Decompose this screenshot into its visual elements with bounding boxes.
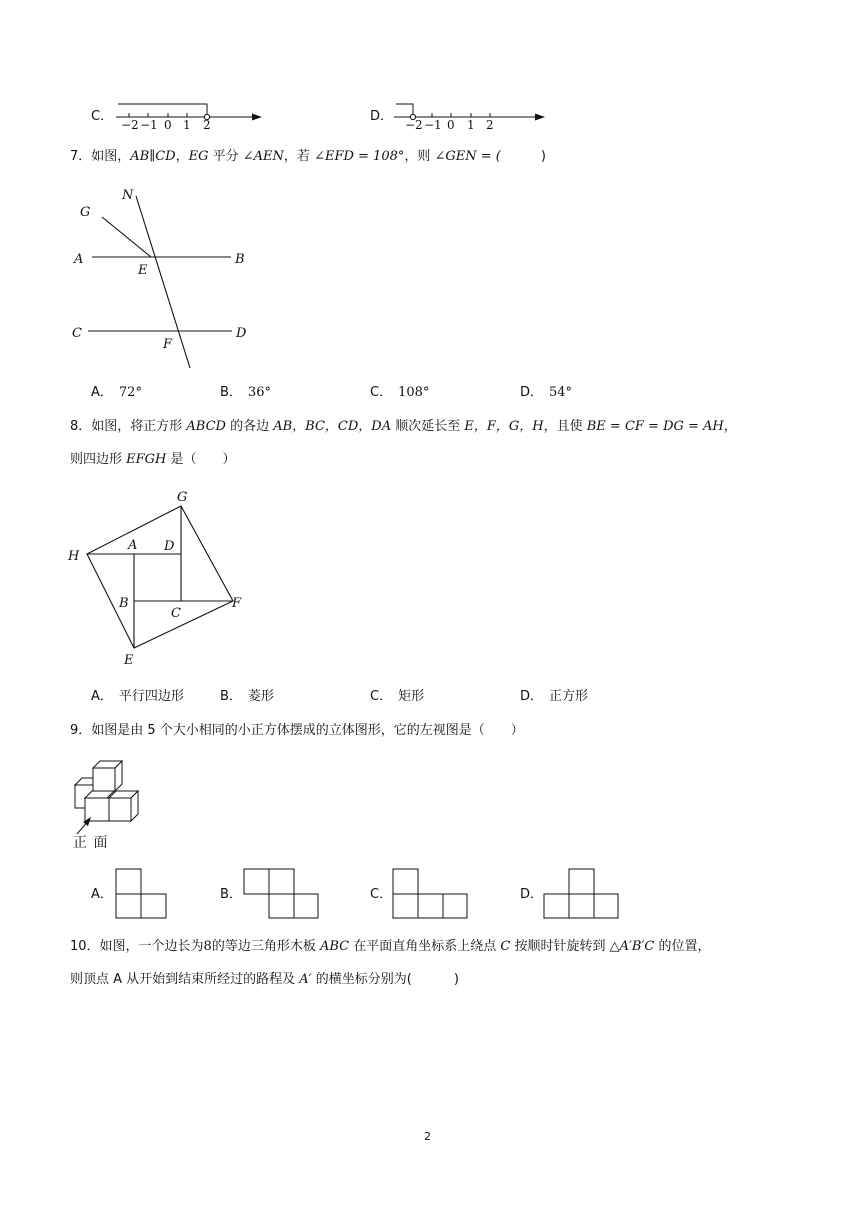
tick-label: 0 bbox=[164, 118, 172, 132]
q6-option-d-numberline bbox=[388, 98, 550, 132]
q8-text: ，且使 bbox=[543, 419, 587, 434]
option-label: D． bbox=[520, 385, 544, 400]
option-label: B． bbox=[220, 689, 242, 704]
q8-text: 的各边 bbox=[225, 419, 274, 434]
q8-text: 8．如图，将正方形 bbox=[70, 419, 187, 434]
q7-prefix: 7．如图， bbox=[70, 149, 131, 164]
q10-text: 的等边三角形木板 bbox=[211, 939, 320, 954]
q9-option-d-label: D． bbox=[520, 887, 544, 902]
q10-text: 的横坐标分别为( bbox=[311, 972, 412, 987]
q9-option-b-view bbox=[242, 866, 322, 920]
tick-label: 2 bbox=[203, 118, 211, 132]
label-c: C bbox=[72, 326, 82, 341]
q10-rotated-triangle: △A′B′C bbox=[609, 939, 655, 954]
q7-option-b bbox=[220, 384, 271, 402]
q7-option-c bbox=[370, 384, 429, 402]
option-label: A． bbox=[91, 689, 113, 704]
page-number: 2 bbox=[424, 1130, 431, 1143]
label-b: B bbox=[235, 252, 245, 267]
q10-text: 则顶点 A 从开始到结束所经过的路程及 bbox=[70, 972, 300, 987]
q8-option-a bbox=[91, 688, 184, 706]
q9-option-c-label: C． bbox=[370, 887, 393, 902]
tick-label: 0 bbox=[447, 118, 455, 132]
tick-label: 1 bbox=[183, 118, 191, 132]
label-a: A bbox=[74, 252, 84, 267]
q8-stem-line2 bbox=[70, 451, 236, 469]
q8-text: ， bbox=[723, 419, 737, 434]
q8-option-c bbox=[370, 688, 424, 706]
q7-option-a bbox=[91, 384, 142, 402]
q10-text: 的位置， bbox=[654, 939, 711, 954]
q10-stem-line2 bbox=[70, 971, 459, 989]
option-text: 平行四边形 bbox=[118, 689, 184, 704]
option-label: C． bbox=[370, 385, 393, 400]
q8-option-b bbox=[220, 688, 274, 706]
q7-figure bbox=[60, 176, 270, 376]
label-h: H bbox=[68, 549, 80, 564]
q9-front-label: 正 面 bbox=[73, 835, 109, 851]
option-text: 54° bbox=[549, 385, 573, 400]
q8-quadrilateral: EFGH bbox=[126, 452, 167, 467]
q9-option-a-view bbox=[114, 866, 170, 920]
option-text: 正方形 bbox=[549, 689, 589, 704]
q7-ask: ∠GEN = ( bbox=[434, 149, 501, 164]
option-label: C． bbox=[370, 689, 393, 704]
quad-efgh bbox=[87, 506, 233, 648]
option-text: 72° bbox=[118, 385, 142, 400]
q9-option-a-label: A． bbox=[91, 887, 113, 902]
ray-eg bbox=[102, 217, 151, 257]
q10-close-paren: ) bbox=[453, 972, 459, 987]
q8-equation: BE = CF = DG = AH bbox=[586, 419, 724, 434]
tick-label: 2 bbox=[486, 118, 494, 132]
q10-text: 10．如图，一个边长为 bbox=[70, 939, 204, 954]
option-label: A． bbox=[91, 385, 113, 400]
q7-stem bbox=[70, 148, 546, 166]
q9-option-c-view bbox=[391, 866, 471, 920]
q8-square: ABCD bbox=[186, 419, 226, 434]
q7-text: ，则 bbox=[404, 149, 435, 164]
label-e: E bbox=[138, 263, 148, 278]
option-label: B． bbox=[220, 385, 242, 400]
option-label: D． bbox=[520, 689, 544, 704]
q10-text: 在平面直角坐标系上绕点 bbox=[349, 939, 501, 954]
tick-label: −1 bbox=[424, 118, 442, 132]
label-c: C bbox=[171, 606, 181, 621]
q9-option-b-label: B． bbox=[220, 887, 242, 902]
option-text: 菱形 bbox=[247, 689, 274, 704]
q8-points: E，F，G，H bbox=[464, 419, 544, 434]
q7-angle-aen: ∠AEN bbox=[242, 149, 284, 164]
q7-text: 平分 bbox=[208, 149, 243, 164]
label-n: N bbox=[122, 188, 134, 203]
q8-option-d bbox=[520, 688, 588, 706]
q10-triangle: ABC bbox=[319, 939, 350, 954]
tick-label: −1 bbox=[140, 118, 158, 132]
label-b: B bbox=[119, 596, 129, 611]
q10-side-length: 8 bbox=[203, 939, 212, 954]
q7-condition-parallel: AB∥CD bbox=[130, 149, 176, 164]
tick-label: −2 bbox=[121, 118, 139, 132]
tick-label: −2 bbox=[405, 118, 423, 132]
option-text: 36° bbox=[247, 385, 271, 400]
option-text: 矩形 bbox=[398, 689, 425, 704]
q7-option-d bbox=[520, 384, 572, 402]
q9-stem: 9．如图是由 5 个大小相同的小正方体摆成的立体图形，它的左视图是（ ） bbox=[70, 723, 524, 738]
q7-text: ，若 bbox=[283, 149, 315, 164]
q8-stem-line1 bbox=[70, 418, 737, 436]
label-g: G bbox=[80, 205, 91, 220]
q7-bisector: EG bbox=[188, 149, 209, 164]
q9-option-d-view bbox=[542, 866, 622, 920]
q8-figure bbox=[60, 484, 260, 674]
q8-sides: AB，BC，CD，DA bbox=[273, 419, 392, 434]
q10-stem-line1 bbox=[70, 938, 711, 956]
q7-text: ， bbox=[175, 149, 189, 164]
label-f: F bbox=[163, 337, 173, 352]
q7-angle-efd: ∠EFD = 108° bbox=[314, 149, 405, 164]
q10-point-c: C bbox=[500, 939, 511, 954]
q10-point-a-prime: A′ bbox=[299, 972, 312, 987]
label-d: D bbox=[236, 326, 247, 341]
tick-label: 1 bbox=[467, 118, 475, 132]
label-f: F bbox=[232, 596, 242, 611]
q8-text: 则四边形 bbox=[70, 452, 127, 467]
option-text: 108° bbox=[398, 385, 430, 400]
q8-text: 是（ ） bbox=[166, 452, 236, 467]
label-e: E bbox=[124, 653, 134, 668]
q7-close-paren: ) bbox=[540, 149, 546, 164]
q10-text: 按顺时针旋转到 bbox=[510, 939, 610, 954]
label-g: G bbox=[177, 490, 188, 505]
q6-option-d-label: D． bbox=[370, 109, 394, 124]
q6-option-c-numberline bbox=[110, 98, 270, 132]
label-d: D bbox=[164, 539, 175, 554]
q8-text: 顺次延长至 bbox=[391, 419, 465, 434]
label-a: A bbox=[128, 538, 138, 553]
q6-option-c-label: C． bbox=[91, 109, 114, 124]
